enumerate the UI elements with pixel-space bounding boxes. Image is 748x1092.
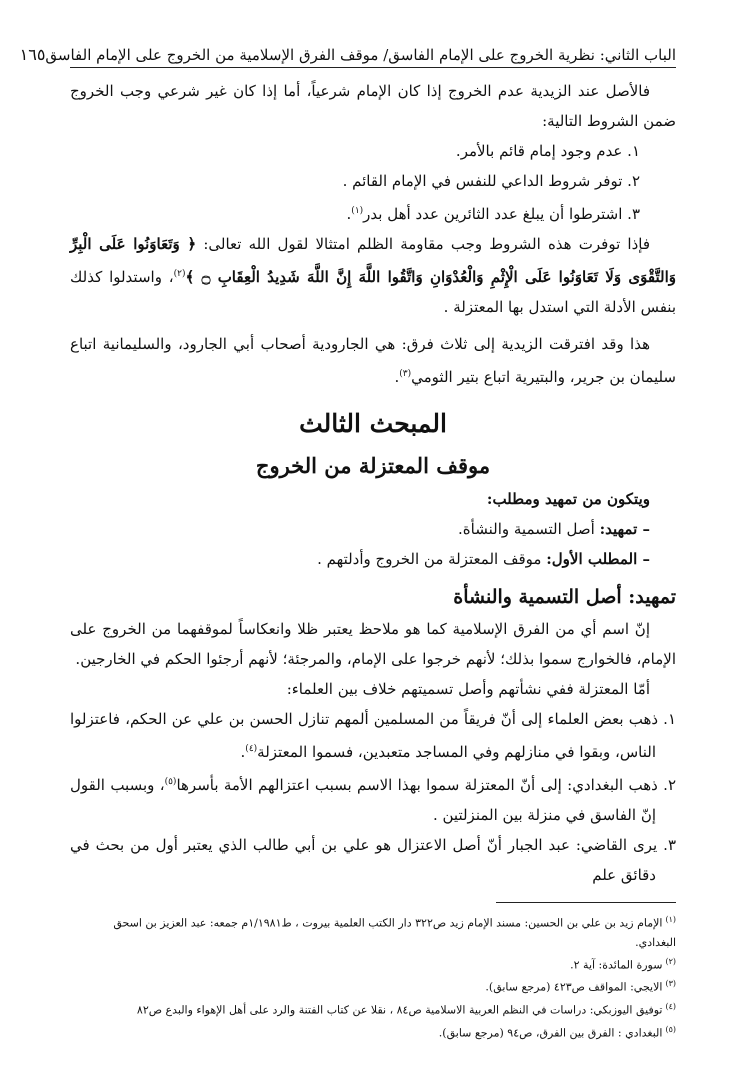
paragraph-mutazila-origin: أمّا المعتزلة ففي نشأتهم وأصل تسميتهم خلاف بين العلماء: [286,680,650,698]
plan-item-introduction [70,514,676,544]
footnote-number: (٣) [665,979,676,989]
introduction-heading: تمهيد: أصل التسمية والنشأة [453,586,676,608]
section-heading: المبحث الثالث [299,409,447,438]
condition-1: ١. عدم وجود إمام قائم بالأمر. [455,142,640,160]
running-header [19,34,676,68]
paragraph-resistance [70,229,676,322]
condition-3 [70,196,676,229]
footnote-number: (٥) [665,1024,676,1034]
origin-item-1-text: ١. ذهب بعض العلماء إلى أنّ فريقاً من المسلمين ألمهم تنازل الحسن بن علي عن الحكم، فاعتزلوا الناس، وبقوا في منازلهم وفي المساجد متعبدين، فسموا المعتزلة [70,710,676,761]
footnote-text: البغدادي : الفرق بين الفرق، ص٩٤ (مرجع سابق). [438,1026,663,1040]
footnotes [70,910,676,1042]
main-text [70,76,676,890]
footnote [70,1020,676,1043]
section-plan-intro: ويتكون من تمهيد ومطلب: [486,490,650,508]
footnote-number: (١) [665,915,676,924]
footnote [70,952,676,975]
condition-3-end: . [346,205,352,223]
footnote-text: الايجي: المواقف ص٤٢٣ (مرجع سابق). [485,980,663,994]
quran-verse: ﴿ وَتَعَاوَنُوا عَلَى الْبِرِّ وَالتَّقْوَى وَلَا تَعَاوَنُوا عَلَى الْإِثْمِ وَالْعُدْوَانِ وَاتَّقُوا اللَّهَ إِنَّ اللَّهَ شَدِيدُ الْعِقَابِ ۝ ﴾ [70,235,676,286]
section-subheading: موقف المعتزلة من الخروج [255,453,491,478]
origin-item-2-rest: ، وبسبب القول إنّ الفاسق في منزلة بين المنزلتين . [70,776,656,824]
plan-item-first-topic [70,544,676,574]
footnote [70,974,676,997]
origin-item-1 [70,704,676,767]
footnote-separator [496,902,676,903]
plan-item-introduction-label: – تمهيد: [599,520,650,538]
condition-2: ٢. توفر شروط الداعي للنفس في الإمام القائم . [342,172,640,190]
footnote-ref-3[interactable]: (٣) [399,369,412,379]
page-number: ١٦٥ [19,45,46,64]
paragraph-naming: إنّ اسم أي من الفرق الإسلامية كما هو ملاحظ يعتبر ظلا وانعكاساً لموقفهما من الخروج على الإمام، فالخوارج سموا بذلك؛ لأنهم خرجوا على الإمام، والمرجئة؛ لأنهم أرجئوا الحكم في الخارجين. [70,620,676,668]
plan-item-introduction-text: أصل التسمية والنشأة. [458,520,600,538]
footnote [70,997,676,1020]
paragraph-zaydiyya-principle: فالأصل عند الزيدية عدم الخروج إذا كان الإمام شرعياً، أما إذا كان غير شرعي وجب الخروج ضمن الشروط التالية: [70,82,676,130]
origin-item-3: ٣. يرى القاضي: عبد الجبار أنّ أصل الاعتزال هو علي بن أبي طالب الذي يعتبر أول من بحث في دقائق علم [70,836,676,884]
condition-3-text: ٣. اشترطوا أن يبلغ عدد الثائرين عدد أهل بدر [363,205,640,223]
header-title: الباب الثاني: نظرية الخروج على الإمام الفاسق/ موقف الفرق الإسلامية من الخروج على الإمام الفاسق [45,46,676,64]
footnote-ref-2[interactable]: (٢) [173,269,186,279]
footnote-ref-4[interactable]: (٤) [245,744,258,754]
footnote-number: (٢) [665,956,676,966]
plan-item-first-topic-text: موقف المعتزلة من الخروج وأدلتهم . [317,550,547,568]
footnote-ref-1[interactable]: (١) [351,206,364,216]
footnote-text: سورة المائدة: آية ٢. [570,958,663,972]
sects-end: . [394,368,400,386]
footnote-text: الإمام زيد بن علي بن الحسين: مسند الإمام زيد ص٣٢٢ دار الكتب العلمية بيروت ، ط١/١٩٨١م جمعه: عبد العزيز بن اسحق البغدادي. [113,916,676,949]
plan-item-first-topic-label: – المطلب الأول: [546,550,650,568]
footnote [70,910,676,952]
resistance-rest: ، واستدلوا كذلك بنفس الأدلة التي استدل بها المعتزلة . [70,268,676,316]
origin-item-2-text: ٢. ذهب البغدادي: إلى أنّ المعتزلة سموا بهذا الاسم بسبب اعتزالهم الأمة بأسرها [176,776,676,794]
paragraph-zaydiyya-sects [70,329,676,392]
footnote-ref-5[interactable]: (٥) [164,777,177,787]
origin-item-2 [70,767,676,830]
footnote-number: (٤) [665,1001,676,1011]
origin-item-1-end: . [240,743,246,761]
sects-text: هذا وقد افترقت الزيدية إلى ثلاث فرق: هي الجارودية أصحاب أبي الجارود، والسليمانية اتباع سليمان بن جرير، والبتيرية اتباع بتير الثومي [70,335,676,386]
resistance-intro: فإذا توفرت هذه الشروط وجب مقاومة الظلم امتثالا لقول الله تعالى: [203,235,650,253]
footnote-text: توفيق اليوزبكي: دراسات في النظم العربية الاسلامية ص٨٤ ، نقلا عن كتاب الفتنة والرد على أهل الإهواء والبدع ص٨٢ [136,1003,663,1017]
